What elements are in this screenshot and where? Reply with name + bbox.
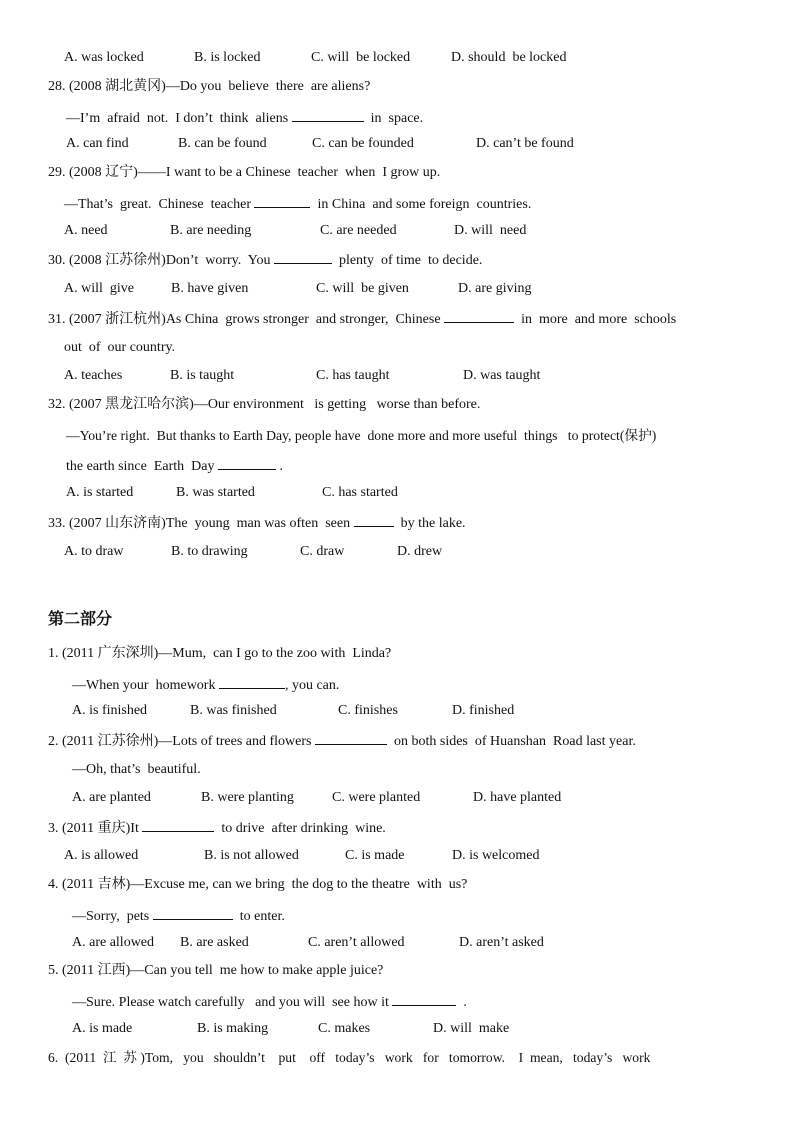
p2-q4-option-c: C. aren’t allowed — [308, 935, 405, 950]
p2-q5-stem: 5. (2011 江西)—Can you tell me how to make apple juice? — [48, 963, 384, 978]
q32-response-tail: . — [276, 459, 283, 474]
q29-option-b: B. are needing — [170, 223, 252, 238]
q29-response-tail: in China and some foreign countries. — [310, 197, 532, 212]
q31-stem-continued: out of our country. — [64, 340, 176, 355]
p2-q5-blank[interactable] — [392, 992, 456, 1006]
p2-q4-option-d: D. aren’t asked — [459, 935, 544, 950]
q28-option-c: C. can be founded — [312, 136, 414, 151]
p2-q3-option-a: A. is allowed — [64, 848, 139, 863]
q32-response: —You’re right. But thanks to Earth Day, people have done more and more useful things to protect(保护) — [66, 428, 657, 443]
p2-q3-stem — [48, 818, 386, 838]
q27-option-b: B. is locked — [194, 50, 261, 65]
q28-response-tail: in space. — [363, 111, 424, 126]
p2-q3-blank[interactable] — [142, 818, 214, 832]
q31-stem — [48, 309, 676, 329]
p2-q3-option-b: B. is not allowed — [204, 848, 299, 863]
q28-option-a: A. can find — [66, 136, 129, 151]
q29-option-c: C. are needed — [320, 223, 397, 238]
q32-stem: 32. (2007 黑龙江哈尔滨)—Our environment is getting worse than before. — [48, 397, 481, 412]
p2-q1-option-b: B. was finished — [190, 703, 277, 718]
q30-stem-tail: plenty of time to decide. — [331, 253, 483, 268]
q33-stem-tail: by the lake. — [393, 516, 466, 531]
q29-option-d: D. will need — [454, 223, 527, 238]
q30-option-c: C. will be given — [316, 281, 409, 296]
q30-stem — [48, 250, 482, 270]
q27-option-d: D. should be locked — [451, 50, 567, 65]
q33-option-d: D. drew — [397, 544, 443, 559]
q28-option-d: D. can’t be found — [476, 136, 574, 151]
q27-option-c: C. will be locked — [311, 50, 411, 65]
p2-q4-option-b: B. are asked — [180, 935, 249, 950]
p2-q5-option-c: C. makes — [318, 1021, 371, 1036]
p2-q1-response — [72, 675, 339, 695]
p2-q3-stem-text: 3. (2011 重庆)It — [48, 821, 143, 836]
p2-q2-stem-text: 2. (2011 江苏徐州)—Lots of trees and flowers — [48, 734, 315, 749]
p2-q2-blank[interactable] — [315, 731, 387, 745]
q31-blank[interactable] — [444, 309, 514, 323]
section-heading: 第二部分 — [48, 609, 113, 628]
q31-option-c: C. has taught — [316, 368, 390, 383]
q29-option-a: A. need — [64, 223, 108, 238]
p2-q5-response-tail: . — [456, 995, 467, 1010]
p2-q2-option-a: A. are planted — [72, 790, 151, 805]
q32-response-continued — [66, 456, 283, 476]
q28-response-text: —I’m afraid not. I don’t think aliens — [66, 111, 292, 126]
q29-response — [64, 194, 531, 214]
p2-q4-response-text: —Sorry, pets — [72, 909, 153, 924]
q27-option-a: A. was locked — [64, 50, 144, 65]
q31-option-b: B. is taught — [170, 368, 235, 383]
p2-q1-response-tail: , you can. — [284, 678, 340, 693]
q33-stem-text: 33. (2007 山东济南)The young man was often seen — [48, 516, 354, 531]
p2-q1-response-text: —When your homework — [72, 678, 219, 693]
p2-q4-response — [72, 906, 285, 926]
p2-q3-option-c: C. is made — [345, 848, 405, 863]
q30-stem-text: 30. (2008 江苏徐州)Don’t worry. You — [48, 253, 274, 268]
q30-option-a: A. will give — [64, 281, 134, 296]
q31-stem-text: 31. (2007 浙江杭州)As China grows stronger and stronger, Chinese — [48, 312, 445, 327]
q33-option-a: A. to draw — [64, 544, 124, 559]
q28-option-b: B. can be found — [178, 136, 267, 151]
q28-response — [66, 108, 423, 128]
p2-q5-option-b: B. is making — [197, 1021, 269, 1036]
p2-q2-option-c: C. were planted — [332, 790, 421, 805]
p2-q1-stem: 1. (2011 广东深圳)—Mum, can I go to the zoo with Linda? — [48, 646, 392, 661]
q31-stem-tail: in more and more schools — [514, 312, 677, 327]
p2-q3-stem-tail: to drive after drinking wine. — [214, 821, 386, 836]
p2-q5-response — [72, 992, 467, 1012]
p2-q6-stem: 6. (2011 江 苏 )Tom, you shouldn’t put off today’s work for tomorrow. I mean, today’s work — [48, 1050, 651, 1065]
q29-blank[interactable] — [254, 194, 310, 208]
p2-q1-option-c: C. finishes — [338, 703, 398, 718]
p2-q3-option-d: D. is welcomed — [452, 848, 540, 863]
p2-q2-stem — [48, 731, 636, 751]
q33-option-b: B. to drawing — [171, 544, 248, 559]
q33-blank[interactable] — [354, 513, 394, 527]
q28-blank[interactable] — [292, 108, 364, 122]
q30-blank[interactable] — [274, 250, 332, 264]
q28-stem: 28. (2008 湖北黄冈)—Do you believe there are aliens? — [48, 79, 371, 94]
p2-q5-option-d: D. will make — [433, 1021, 510, 1036]
p2-q4-option-a: A. are allowed — [72, 935, 155, 950]
q32-option-c: C. has started — [322, 485, 398, 500]
p2-q4-response-tail: to enter. — [232, 909, 285, 924]
q32-response-text: the earth since Earth Day — [66, 459, 218, 474]
p2-q2-response: —Oh, that’s beautiful. — [72, 762, 201, 777]
q32-option-a: A. is started — [66, 485, 134, 500]
p2-q1-blank[interactable] — [219, 675, 285, 689]
q32-blank[interactable] — [218, 456, 276, 470]
p2-q2-option-d: D. have planted — [473, 790, 562, 805]
q30-option-d: D. are giving — [458, 281, 532, 296]
q29-response-text: —That’s great. Chinese teacher — [64, 197, 255, 212]
q33-option-c: C. draw — [300, 544, 345, 559]
p2-q2-stem-tail: on both sides of Huanshan Road last year. — [386, 734, 636, 749]
q32-option-b: B. was started — [176, 485, 255, 500]
q33-stem — [48, 513, 466, 533]
q31-option-d: D. was taught — [463, 368, 541, 383]
p2-q4-blank[interactable] — [153, 906, 233, 920]
q30-option-b: B. have given — [171, 281, 249, 296]
p2-q5-option-a: A. is made — [72, 1021, 133, 1036]
p2-q1-option-a: A. is finished — [72, 703, 148, 718]
p2-q1-option-d: D. finished — [452, 703, 515, 718]
p2-q5-response-text: —Sure. Please watch carefully and you will see how it — [72, 995, 393, 1010]
p2-q4-stem: 4. (2011 吉林)—Excuse me, can we bring the dog to the theatre with us? — [48, 877, 468, 892]
q29-stem: 29. (2008 辽宁)——I want to be a Chinese teacher when I grow up. — [48, 165, 441, 180]
q31-option-a: A. teaches — [64, 368, 123, 383]
p2-q2-option-b: B. were planting — [201, 790, 294, 805]
